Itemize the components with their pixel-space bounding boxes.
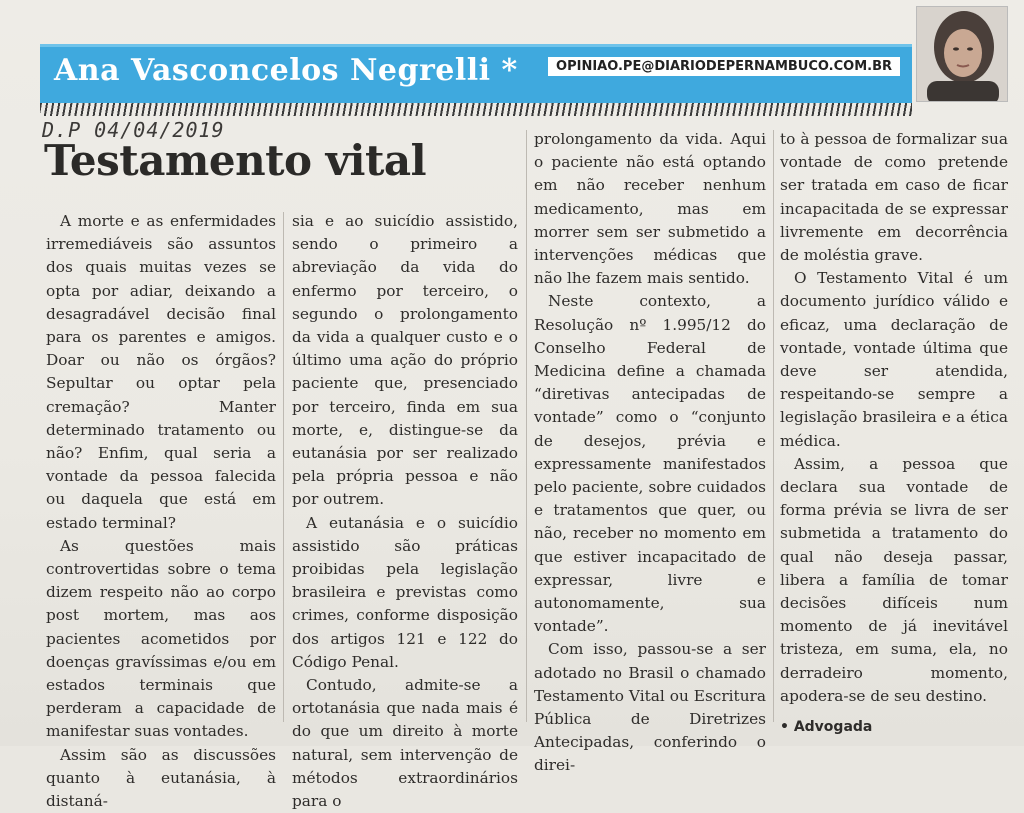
article-column-3 bbox=[534, 128, 766, 778]
column-rule bbox=[773, 130, 774, 722]
paragraph: O Testamento Vital é um documento jurídico válido e eficaz, uma declaração de vontade, vontade última que deve ser atendida, respeitando-se sempre a legislação brasileira e a ética médica. bbox=[780, 269, 1008, 450]
paragraph: to à pessoa de formalizar sua vontade de como pretende ser tratada em caso de ficar incapacitada de se expressar livremente em decorrência de moléstia grave. bbox=[780, 130, 1008, 265]
paragraph: A morte e as enfermidades irremediáveis são assuntos dos quais muitas vezes se opta por adiar, deixando a desagradável decisão final para os parentes e amigos. Doar ou não os órgãos? Sepultar ou optar pela cremação? Manter determinado tratamento ou não? Enfim, qual seria a vontade da pessoa falecida ou daquela que está em estado terminal? bbox=[46, 212, 276, 532]
paragraph: sia e ao suicídio assistido, sendo o primeiro a abreviação da vida do enfermo por terceiro, o segundo o prolongamento da vida a qualquer custo e o último uma ação do próprio paciente que, presenciado por terceiro, finda em sua morte, e, distingue-se da eutanásia por ser realizado pela própria pessoa e não por outrem. bbox=[292, 212, 518, 509]
hatched-divider bbox=[40, 103, 912, 116]
author-name: Ana Vasconcelos Negrelli * bbox=[54, 53, 518, 88]
paragraph: Assim são as discussões quanto à eutanásia, à distaná- bbox=[46, 745, 276, 811]
article-title: Testamento vital bbox=[44, 136, 427, 185]
paragraph: prolongamento da vida. Aqui o paciente não está optando em não receber nenhum medicamento, mas em morrer sem ser submetido a intervenções médicas que não lhe fazem mais sentido. bbox=[534, 130, 766, 288]
portrait-image bbox=[917, 7, 1007, 101]
paragraph: A eutanásia e o suicídio assistido são práticas proibidas pela legislação brasileira e previstas como crimes, conforme disposição dos artigos 121 e 122 do Código Penal. bbox=[292, 513, 518, 671]
contact-email: OPINIAO.PE@DIARIODEPERNAMBUCO.COM.BR bbox=[548, 57, 900, 76]
paragraph: Com isso, passou-se a ser adotado no Brasil o chamado Testamento Vital ou Escritura Pública de Diretrizes Antecipadas, conferindo o direi- bbox=[534, 640, 766, 775]
handwritten-date: D.P 04/04/2019 bbox=[42, 118, 225, 142]
column-rule bbox=[283, 212, 284, 722]
author-footnote: • Advogada bbox=[780, 719, 873, 736]
paragraph: Neste contexto, a Resolução nº 1.995/12 do Conselho Federal de Medicina define a chamada “diretivas antecipadas de vontade” como o “conjunto de desejos, prévia e expressamente manifestados pelo paciente, sobre cuidados e tratamentos que quer, ou não, receber no momento em que estiver incapacitado de expressar, livre e autonomamente, sua vontade”. bbox=[534, 292, 766, 636]
author-photo bbox=[916, 6, 1008, 102]
paragraph: Assim, a pessoa que declara sua vontade de forma prévia se livra de ser submetida a tratamento do qual não deseja passar, libera a família de tomar decisões difíceis num momento de já inevitável tristeza, em suma, ela, no derradeiro momento, apodera-se de seu destino. bbox=[780, 454, 1008, 705]
article-column-1 bbox=[46, 210, 276, 813]
article-column-4 bbox=[780, 128, 1008, 739]
column-rule bbox=[526, 130, 527, 722]
article-column-2 bbox=[292, 210, 518, 813]
paragraph: As questões mais controvertidas sobre o tema dizem respeito não ao corpo post mortem, mas aos pacientes acometidos por doenças gravíssimas e/ou em estados terminais que perderam a capacidade de manifestar suas vontades. bbox=[46, 536, 276, 741]
paragraph: Contudo, admite-se a ortotanásia que nada mais é do que um direito à morte natural, sem intervenção de métodos extraordinários para o bbox=[292, 676, 518, 811]
bleed-through-text bbox=[60, 4, 760, 26]
author-banner bbox=[40, 44, 912, 103]
